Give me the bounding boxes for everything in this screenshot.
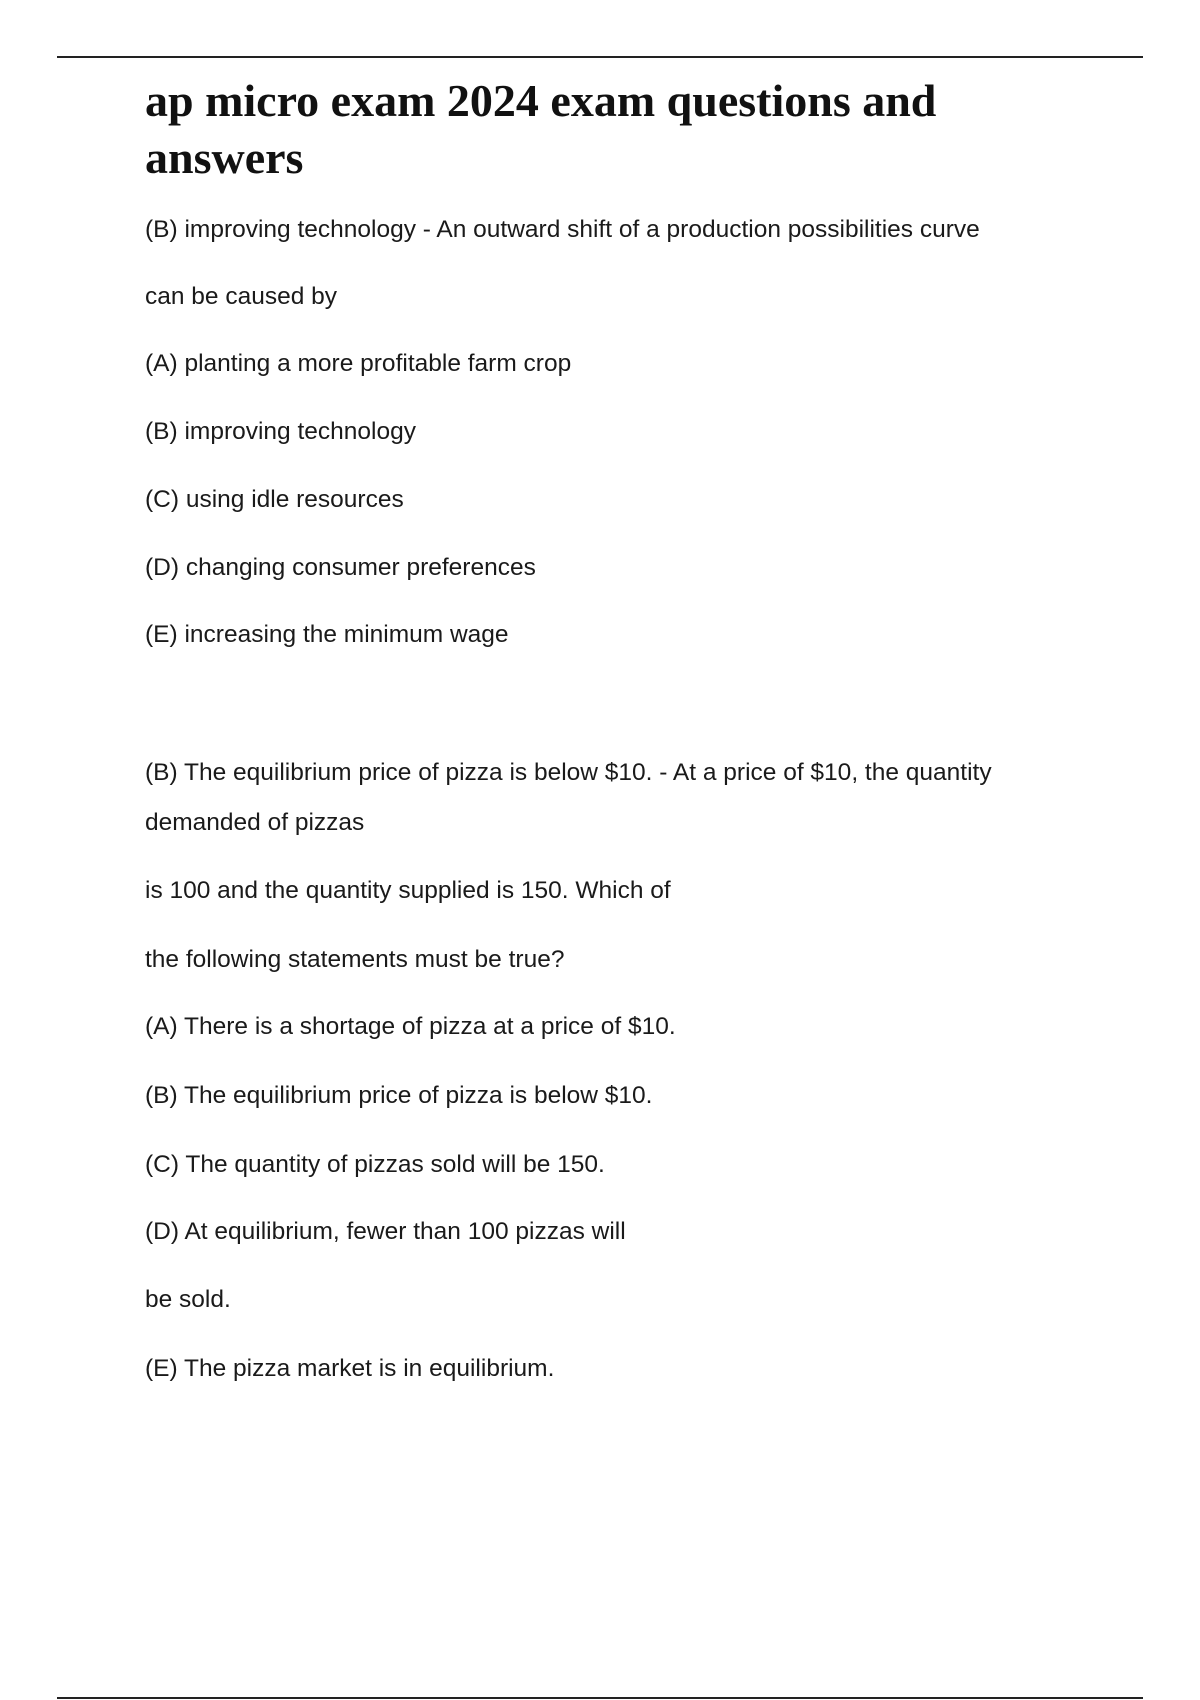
q2-prompt-line-1: demanded of pizzas [145,809,365,836]
q1-option-e: (E) increasing the minimum wage [145,621,509,648]
q2-option-a: (A) There is a shortage of pizza at a price of $10. [145,1013,676,1040]
top-rule [57,56,1143,58]
q2-answer-line: (B) The equilibrium price of pizza is below $10. - At a price of $10, the quantity [145,759,992,786]
q1-answer-line: (B) improving technology - An outward shift of a production possibilities curve [145,216,980,243]
document-title: ap micro exam 2024 exam questions and answers [145,75,937,183]
q1-option-b: (B) improving technology [145,418,416,445]
q2-option-b: (B) The equilibrium price of pizza is below $10. [145,1082,653,1109]
q2-prompt-line-3: the following statements must be true? [145,946,565,973]
q2-prompt-line-2: is 100 and the quantity supplied is 150. Which of [145,877,671,904]
q1-option-a: (A) planting a more profitable farm crop [145,350,572,377]
q2-option-d-continued: be sold. [145,1286,231,1313]
q2-option-d: (D) At equilibrium, fewer than 100 pizzas will [145,1218,626,1245]
bottom-rule [57,1697,1143,1699]
q1-option-c: (C) using idle resources [145,486,404,513]
q2-option-c: (C) The quantity of pizzas sold will be 150. [145,1151,605,1178]
q1-option-d: (D) changing consumer preferences [145,554,536,581]
q2-option-e: (E) The pizza market is in equilibrium. [145,1355,555,1382]
q1-prompt-line: can be caused by [145,283,338,310]
